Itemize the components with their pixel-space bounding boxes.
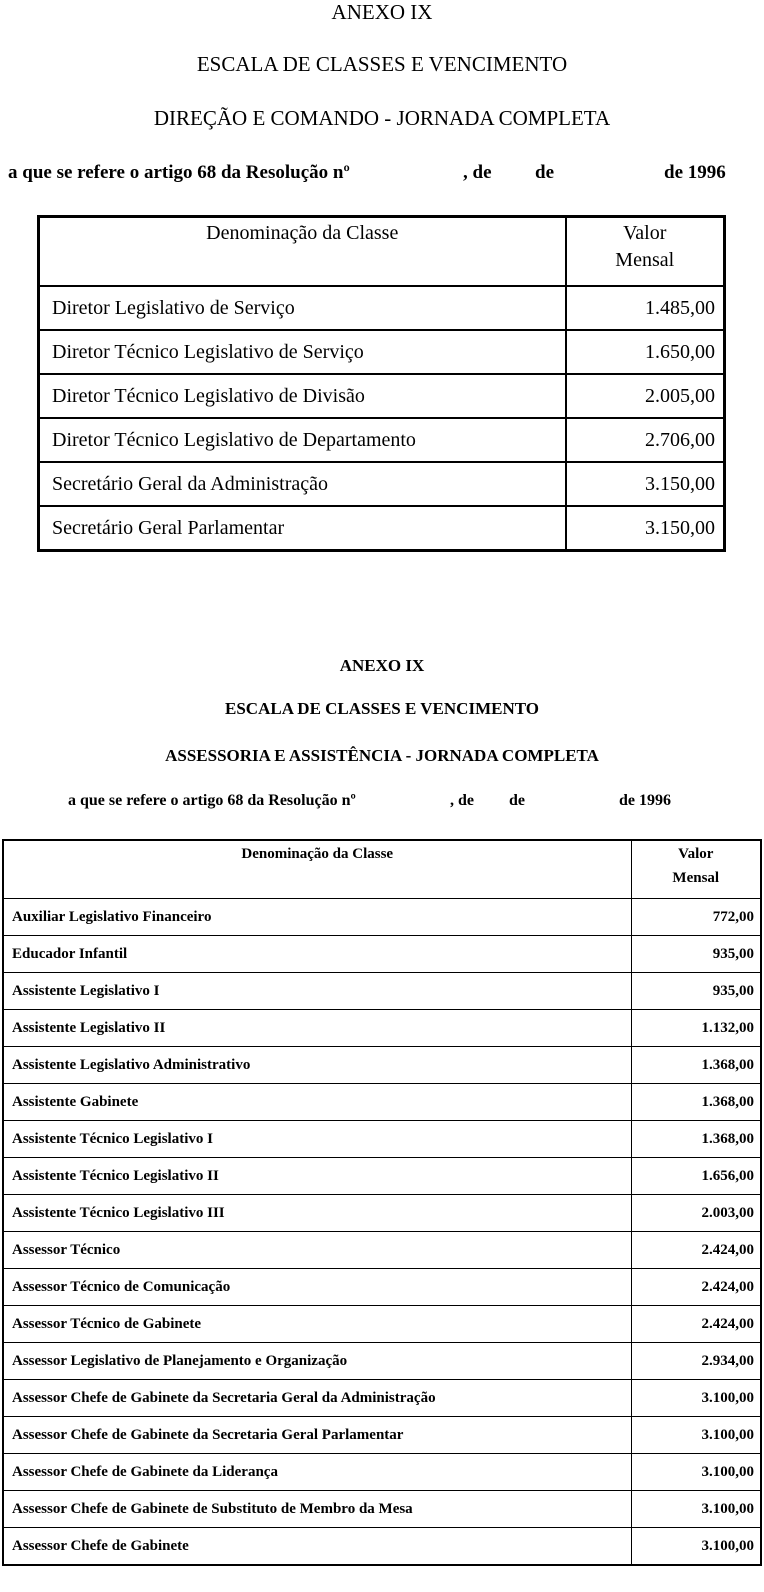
monthly-value-cell: 935,00 bbox=[631, 936, 761, 973]
section1-group-title: DIREÇÃO E COMANDO - JORNADA COMPLETA bbox=[153, 106, 611, 130]
class-name-cell: Assessor Chefe de Gabinete da Secretaria Geral Parlamentar bbox=[3, 1417, 631, 1454]
monthly-value-cell: 935,00 bbox=[631, 973, 761, 1010]
monthly-value-cell: 1.485,00 bbox=[566, 286, 725, 330]
header-value-line2: Mensal bbox=[615, 249, 675, 271]
monthly-value-cell: 3.150,00 bbox=[566, 462, 725, 506]
table-header-row bbox=[3, 840, 761, 899]
section1-salary-table bbox=[37, 215, 726, 552]
table-row bbox=[3, 1417, 761, 1454]
table-row bbox=[3, 1195, 761, 1232]
class-name-cell: Auxiliar Legislativo Financeiro bbox=[3, 899, 631, 936]
class-name-cell: Secretário Geral Parlamentar bbox=[39, 506, 566, 551]
monthly-value-cell: 3.100,00 bbox=[631, 1528, 761, 1566]
section1-scale-title: ESCALA DE CLASSES E VENCIMENTO bbox=[196, 52, 568, 76]
section1-reference-part2: , de bbox=[463, 162, 492, 183]
section2-reference-part4: de 1996 bbox=[619, 792, 671, 809]
table-row bbox=[3, 1343, 761, 1380]
table-row bbox=[3, 1380, 761, 1417]
table-row bbox=[39, 286, 725, 330]
monthly-value-cell: 2.424,00 bbox=[631, 1306, 761, 1343]
section1-reference-line bbox=[0, 162, 764, 188]
table-row bbox=[3, 1121, 761, 1158]
section2-reference-line bbox=[0, 792, 764, 814]
class-name-cell: Assistente Gabinete bbox=[3, 1084, 631, 1121]
class-name-cell: Assistente Técnico Legislativo III bbox=[3, 1195, 631, 1232]
class-name-cell: Assistente Técnico Legislativo II bbox=[3, 1158, 631, 1195]
monthly-value-cell: 1.368,00 bbox=[631, 1121, 761, 1158]
table-row bbox=[3, 1158, 761, 1195]
monthly-value-cell: 1.368,00 bbox=[631, 1084, 761, 1121]
class-name-cell: Assistente Legislativo II bbox=[3, 1010, 631, 1047]
monthly-value-cell: 3.100,00 bbox=[631, 1454, 761, 1491]
class-name-cell: Assistente Legislativo I bbox=[3, 973, 631, 1010]
section2-reference-part1: a que se refere o artigo 68 da Resolução nº bbox=[68, 792, 356, 809]
header-class-name: Denominação da Classe bbox=[39, 217, 566, 287]
class-name-cell: Secretário Geral da Administração bbox=[39, 462, 566, 506]
class-name-cell: Assessor Técnico de Comunicação bbox=[3, 1269, 631, 1306]
table-row bbox=[3, 1306, 761, 1343]
header-value-line1: Valor bbox=[623, 222, 667, 244]
table-row bbox=[3, 936, 761, 973]
monthly-value-cell: 3.150,00 bbox=[566, 506, 725, 551]
table-row bbox=[3, 1084, 761, 1121]
monthly-value-cell: 2.934,00 bbox=[631, 1343, 761, 1380]
header-value-line1: Valor bbox=[678, 846, 714, 862]
monthly-value-cell: 2.424,00 bbox=[631, 1232, 761, 1269]
table-row bbox=[3, 1047, 761, 1084]
monthly-value-cell: 1.650,00 bbox=[566, 330, 725, 374]
class-name-cell: Assessor Chefe de Gabinete da Liderança bbox=[3, 1454, 631, 1491]
table-header-row bbox=[39, 217, 725, 287]
monthly-value-cell: 1.132,00 bbox=[631, 1010, 761, 1047]
monthly-value-cell: 3.100,00 bbox=[631, 1417, 761, 1454]
class-name-cell: Diretor Técnico Legislativo de Departamento bbox=[39, 418, 566, 462]
section2-scale-title: ESCALA DE CLASSES E VENCIMENTO bbox=[225, 699, 539, 718]
class-name-cell: Assessor Técnico de Gabinete bbox=[3, 1306, 631, 1343]
class-name-cell: Assessor Técnico bbox=[3, 1232, 631, 1269]
table-row bbox=[3, 973, 761, 1010]
class-name-cell: Assessor Chefe de Gabinete da Secretaria Geral da Administração bbox=[3, 1380, 631, 1417]
class-name-cell: Educador Infantil bbox=[3, 936, 631, 973]
section1-reference-part4: de 1996 bbox=[664, 162, 726, 183]
class-name-cell: Assessor Legislativo de Planejamento e Organização bbox=[3, 1343, 631, 1380]
section1-reference-part3: de bbox=[535, 162, 554, 183]
table-row bbox=[3, 899, 761, 936]
table-row bbox=[3, 1491, 761, 1528]
class-name-cell: Assessor Chefe de Gabinete bbox=[3, 1528, 631, 1566]
monthly-value-cell: 2.005,00 bbox=[566, 374, 725, 418]
class-name-cell: Diretor Técnico Legislativo de Divisão bbox=[39, 374, 566, 418]
monthly-value-cell: 1.368,00 bbox=[631, 1047, 761, 1084]
monthly-value-cell: 772,00 bbox=[631, 899, 761, 936]
table-row bbox=[3, 1010, 761, 1047]
monthly-value-cell: 1.656,00 bbox=[631, 1158, 761, 1195]
header-class-name: Denominação da Classe bbox=[3, 840, 631, 899]
table-row bbox=[3, 1269, 761, 1306]
table-row bbox=[3, 1232, 761, 1269]
class-name-cell: Diretor Técnico Legislativo de Serviço bbox=[39, 330, 566, 374]
class-name-cell: Diretor Legislativo de Serviço bbox=[39, 286, 566, 330]
section2-reference-part3: de bbox=[509, 792, 525, 809]
section2-salary-table bbox=[2, 839, 762, 1566]
section2-annex-title: ANEXO IX bbox=[339, 656, 425, 675]
header-monthly-value bbox=[631, 840, 761, 899]
header-monthly-value bbox=[566, 217, 725, 287]
table-row bbox=[39, 506, 725, 551]
section2-group-title: ASSESSORIA E ASSISTÊNCIA - JORNADA COMPLETA bbox=[165, 746, 599, 765]
section1-reference-part1: a que se refere o artigo 68 da Resolução nº bbox=[8, 162, 350, 183]
table-row bbox=[39, 374, 725, 418]
table-row bbox=[3, 1454, 761, 1491]
header-value-line2: Mensal bbox=[672, 870, 720, 886]
class-name-cell: Assistente Legislativo Administrativo bbox=[3, 1047, 631, 1084]
monthly-value-cell: 3.100,00 bbox=[631, 1380, 761, 1417]
class-name-cell: Assistente Técnico Legislativo I bbox=[3, 1121, 631, 1158]
monthly-value-cell: 2.003,00 bbox=[631, 1195, 761, 1232]
class-name-cell: Assessor Chefe de Gabinete de Substituto de Membro da Mesa bbox=[3, 1491, 631, 1528]
section1-annex-title: ANEXO IX bbox=[331, 0, 433, 24]
table-row bbox=[3, 1528, 761, 1566]
monthly-value-cell: 3.100,00 bbox=[631, 1491, 761, 1528]
monthly-value-cell: 2.706,00 bbox=[566, 418, 725, 462]
table-row bbox=[39, 462, 725, 506]
table-row bbox=[39, 330, 725, 374]
monthly-value-cell: 2.424,00 bbox=[631, 1269, 761, 1306]
table-row bbox=[39, 418, 725, 462]
section2-reference-part2: , de bbox=[450, 792, 474, 809]
